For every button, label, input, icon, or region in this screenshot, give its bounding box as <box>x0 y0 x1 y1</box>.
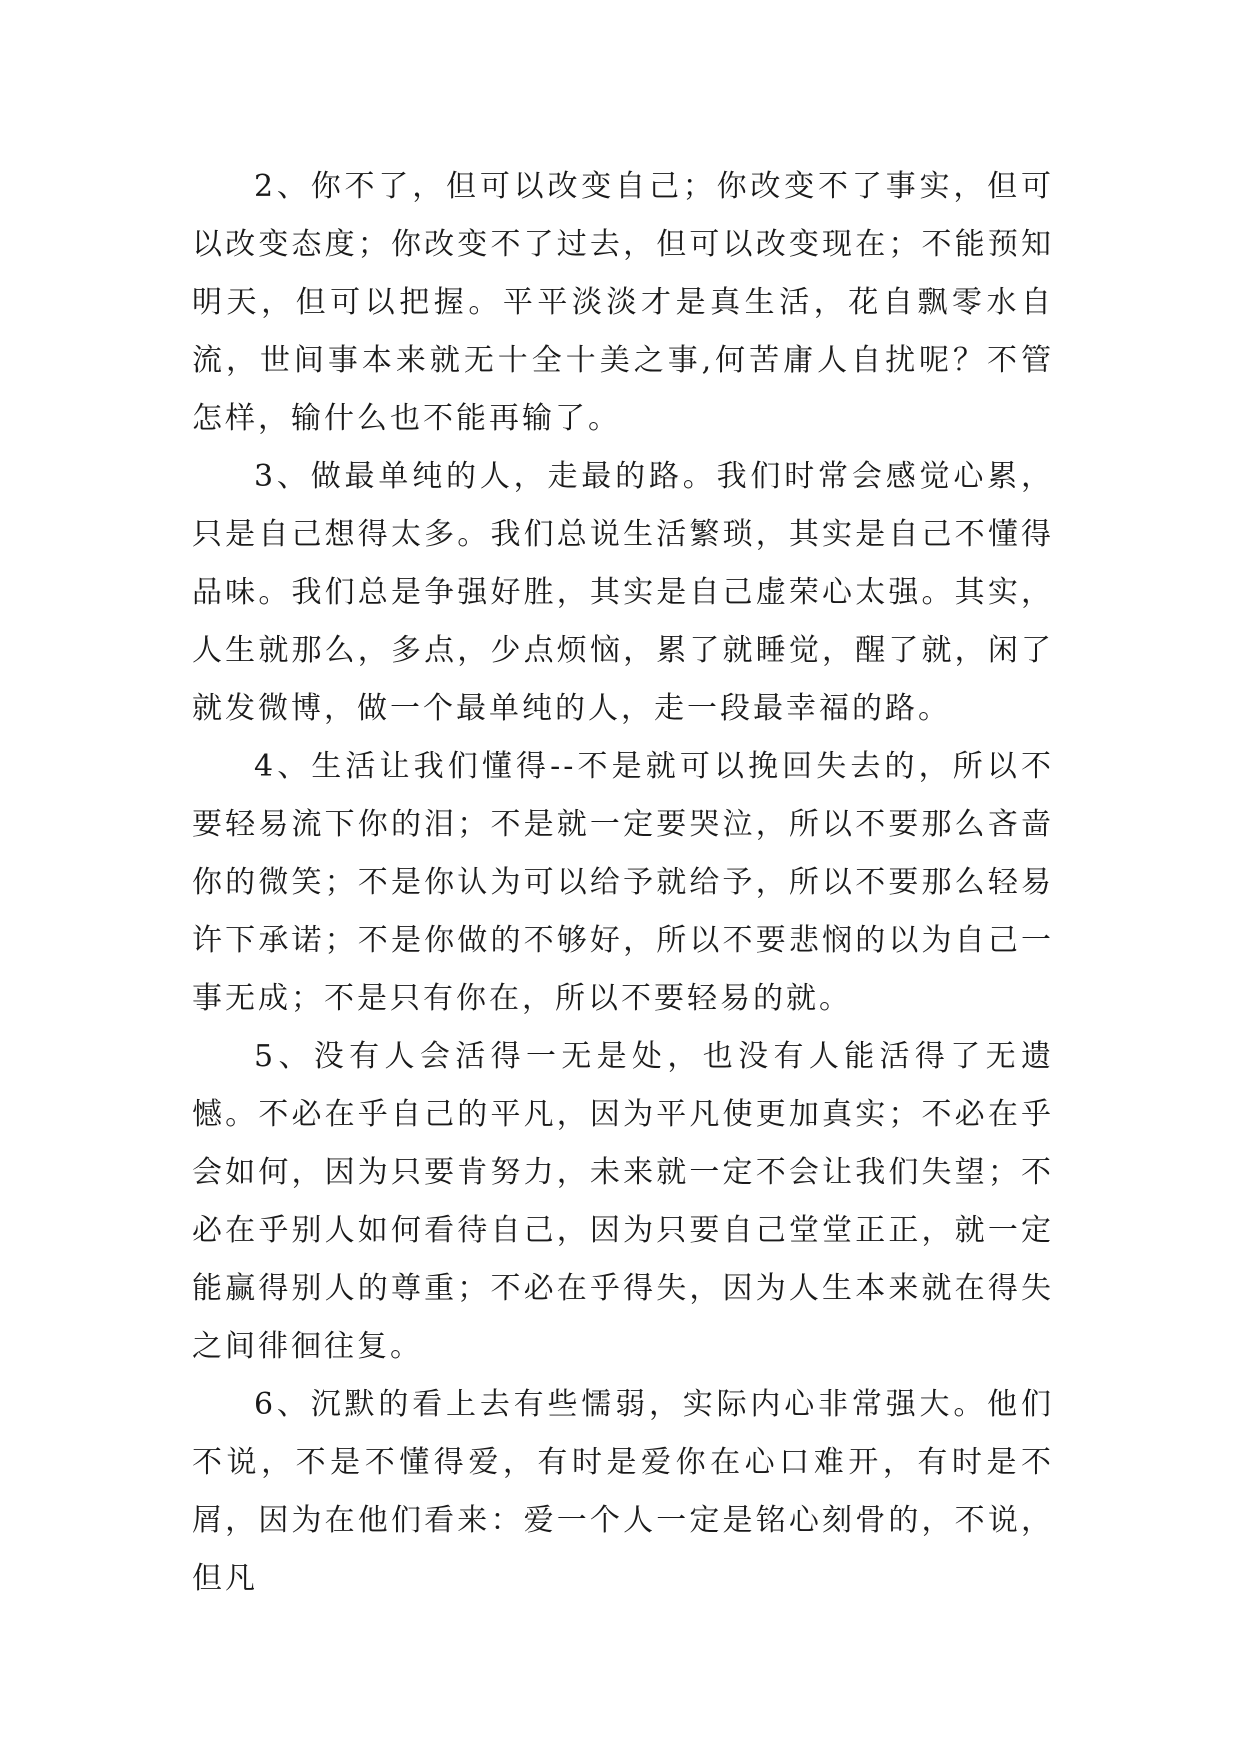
paragraph-6: 6、沉默的看上去有些懦弱，实际内心非常强大。他们不说，不是不懂得爱，有时是爱你在心口难开，有时是不屑，因为在他们看来：爱一个人一定是铭心刻骨的，不说，但凡 <box>192 1387 1054 1596</box>
paragraph-3: 3、做最单纯的人，走最的路。我们时常会感觉心累，只是自己想得太多。我们总说生活繁琐，其实是自己不懂得品味。我们总是争强好胜，其实是自己虚荣心太强。其实，人生就那么，多点，少点烦恼，累了就睡觉，醒了就，闲了就发微博，做一个最单纯的人，走一段最幸福的路。 <box>192 459 1054 726</box>
paragraph-4: 4、生活让我们懂得--不是就可以挽回失去的，所以不要轻易流下你的泪；不是就一定要哭泣，所以不要那么吝啬你的微笑；不是你认为可以给予就给予，所以不要那么轻易许下承诺；不是你做的不够好，所以不要悲悯的以为自己一事无成；不是只有你在，所以不要轻易的就。 <box>192 749 1054 1016</box>
document-body <box>192 158 1054 1608</box>
paragraph-2: 2、你不了，但可以改变自己；你改变不了事实，但可以改变态度；你改变不了过去，但可以改变现在；不能预知明天，但可以把握。平平淡淡才是真生活，花自飘零水自流，世间事本来就无十全十美之事,何苦庸人自扰呢？不管怎样，输什么也不能再输了。 <box>192 169 1054 436</box>
paragraph-5: 5、没有人会活得一无是处，也没有人能活得了无遗憾。不必在乎自己的平凡，因为平凡使更加真实；不必在乎会如何，因为只要肯努力，未来就一定不会让我们失望；不必在乎别人如何看待自己，因为只要自己堂堂正正，就一定能赢得别人的尊重；不必在乎得失，因为人生本来就在得失之间徘徊往复。 <box>192 1039 1054 1364</box>
